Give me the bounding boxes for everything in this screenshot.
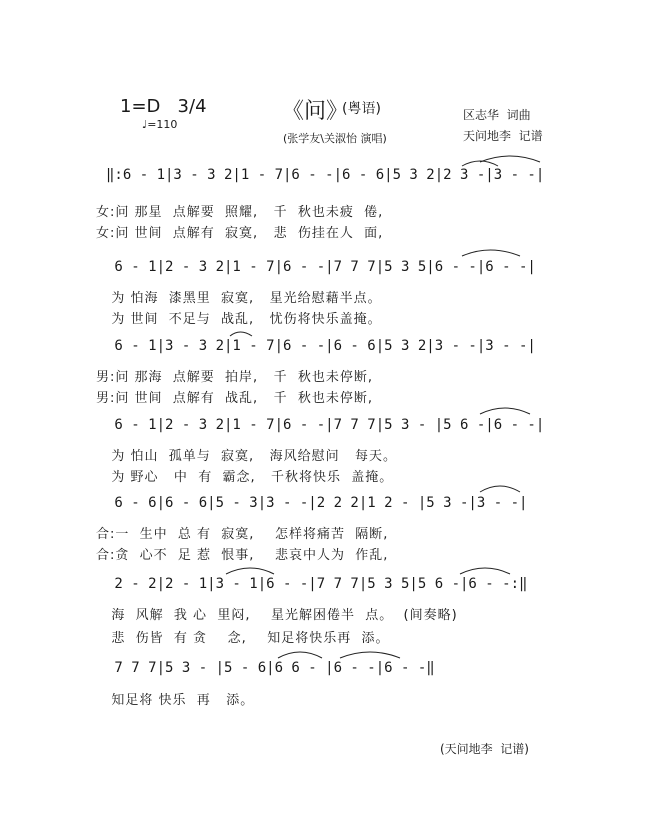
lyric-line-3b: 男:问 世间 点解有 战乱, 千 秋也未停断, xyxy=(96,391,373,406)
lyric-line-7a: 知足将 快乐 再 添。 xyxy=(96,693,255,708)
slur-9 xyxy=(278,652,322,658)
lyric-line-4a: 为 怕山 孤单与 寂寞, 海风给慰问 每天。 xyxy=(96,449,397,464)
slur-6 xyxy=(480,486,520,492)
lyric-line-6a: 海 风解 我 心 里闷, 星光解困倦半 点。 (间奏略) xyxy=(96,608,458,623)
lyric-line-1a: 女:问 那星 点解要 照耀, 千 秋也未疲 倦, xyxy=(96,205,384,220)
transcriber-footer: (天问地李 记谱) xyxy=(440,742,529,756)
slur-10 xyxy=(340,652,400,658)
notation-line-2: 6 - 1|2 - 3 2|1 - 7|6 - -|7 7 7|5 3 5|6 - -|6 - -| xyxy=(106,259,536,275)
lyric-line-5a: 合:一 生中 总 有 寂寞, 怎样将痛苦 隔断, xyxy=(96,527,389,542)
lyric-line-2a: 为 怕海 漆黑里 寂寞, 星光给慰藉半点。 xyxy=(96,291,382,306)
tempo-marking: ♩=110 xyxy=(142,118,178,131)
lyric-line-1b: 女:问 世间 点解有 寂寞, 悲 伤挂在人 面, xyxy=(96,226,384,241)
notation-line-4: 6 - 1|2 - 3 2|1 - 7|6 - -|7 7 7|5 3 - |5 6 -|6 - -| xyxy=(106,417,545,433)
slur-7 xyxy=(226,568,274,574)
lyric-line-6b: 悲 伤皆 有 贪 念, 知足将快乐再 添。 xyxy=(96,631,390,646)
notation-line-6: 2 - 2|2 - 1|3 - 1|6 - -|7 7 7|5 3 5|5 6 -|6 - -:‖ xyxy=(106,576,528,592)
slur-4 xyxy=(230,332,252,336)
lyric-line-3a: 男:问 那海 点解要 拍岸, 千 秋也未停断, xyxy=(96,370,373,385)
language-note: (粤语) xyxy=(342,101,381,117)
notation-line-5: 6 - 6|6 - 6|5 - 3|3 - -|2 2 2|1 2 - |5 3 -|3 - -| xyxy=(106,495,528,511)
lyric-line-2b: 为 世间 不足与 战乱, 忧伤将快乐盖掩。 xyxy=(96,312,382,327)
lyric-line-4b: 为 野心 中 有 霸念, 千秋将快乐 盖掩。 xyxy=(96,470,394,485)
slur-5 xyxy=(480,408,530,414)
notation-line-1: ‖:6 - 1|3 - 3 2|1 - 7|6 - -|6 - 6|5 3 2|2 3 -|3 - -| xyxy=(106,167,545,183)
slur-8 xyxy=(460,568,510,574)
song-title: 《问》 xyxy=(282,99,349,124)
notation-line-3: 6 - 1|3 - 3 2|1 - 7|6 - -|6 - 6|5 3 2|3 - -|3 - -| xyxy=(106,338,536,354)
lyric-line-5b: 合:贪 心不 足 惹 恨事, 悲哀中人为 作乱, xyxy=(96,548,389,563)
slur-2 xyxy=(480,156,540,162)
notation-line-7: 7 7 7|5 3 - |5 - 6|6 6 - |6 - -|6 - -‖ xyxy=(106,660,435,676)
singers-credit: (张学友\关淑怡 演唱) xyxy=(283,132,387,145)
key-and-meter: 1=D 3/4 xyxy=(120,96,207,117)
composer-credit: 区志华 词曲 xyxy=(463,108,531,122)
slur-3 xyxy=(462,250,520,256)
transcriber-credit: 天问地李 记谱 xyxy=(463,129,543,143)
